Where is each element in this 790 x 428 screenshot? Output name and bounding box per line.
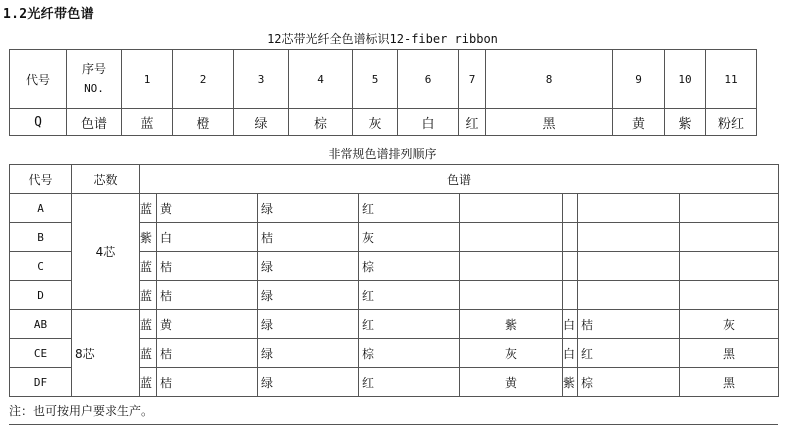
fiber-number: 1	[122, 50, 173, 109]
color-cell: 蓝	[140, 194, 157, 223]
color-cell	[460, 194, 563, 223]
color-cell: 紫	[563, 368, 578, 397]
row-label: 色谱	[67, 109, 122, 136]
color-cell: 棕	[359, 252, 460, 281]
fiber-number: 2	[173, 50, 234, 109]
section-title: 1.2光纤带色谱	[3, 7, 94, 22]
fiber-number: 4	[289, 50, 353, 109]
color-cell: 棕	[359, 339, 460, 368]
color-cell: 绿	[258, 252, 359, 281]
row-code: C	[10, 252, 72, 281]
row-code: D	[10, 281, 72, 310]
color-cell	[460, 252, 563, 281]
color-cell: 桔	[157, 252, 258, 281]
color-cell: 紫	[140, 223, 157, 252]
color-cell: 桔	[258, 223, 359, 252]
color-cell: 黄	[157, 310, 258, 339]
fiber-color: 黑	[486, 109, 613, 136]
color-cell: 蓝	[140, 252, 157, 281]
fiber-color: 棕	[289, 109, 353, 136]
color-cell: 灰	[359, 223, 460, 252]
color-cell: 紫	[460, 310, 563, 339]
color-cell: 黄	[460, 368, 563, 397]
seq-header	[67, 50, 122, 109]
row-code: A	[10, 194, 72, 223]
fiber-color: 绿	[234, 109, 289, 136]
color-cell: 白	[157, 223, 258, 252]
fiber-color: 灰	[353, 109, 398, 136]
fiber-number: 7	[459, 50, 486, 109]
color-cell	[460, 281, 563, 310]
color-cell: 红	[578, 339, 680, 368]
color-cell	[578, 194, 680, 223]
color-cell: 桔	[157, 281, 258, 310]
color-cell: 黑	[680, 368, 779, 397]
color-cell: 桔	[157, 339, 258, 368]
table-row	[10, 194, 779, 223]
color-cell	[460, 223, 563, 252]
fiber-color: 粉红	[706, 109, 757, 136]
color-cell: 绿	[258, 281, 359, 310]
code-header: 代号	[10, 50, 67, 109]
row-code: CE	[10, 339, 72, 368]
color-cell	[578, 223, 680, 252]
fiber-color: 红	[459, 109, 486, 136]
fiber-number: 11	[706, 50, 757, 109]
seq-header-line1: 序号	[81, 62, 106, 76]
fiber-number: 3	[234, 50, 289, 109]
code-header: 代号	[10, 165, 72, 194]
color-cell	[563, 281, 578, 310]
color-cell	[680, 223, 779, 252]
color-cell: 灰	[680, 310, 779, 339]
color-cell	[578, 252, 680, 281]
color-cell: 绿	[258, 339, 359, 368]
color-cell: 棕	[578, 368, 680, 397]
table1-header-row	[10, 50, 757, 109]
color-cell: 灰	[460, 339, 563, 368]
colors-header: 色谱	[140, 165, 779, 194]
seq-header-line2: NO.	[84, 82, 104, 95]
color-cell: 蓝	[140, 281, 157, 310]
color-cell: 桔	[157, 368, 258, 397]
code-value: Q	[10, 109, 67, 136]
bottom-divider	[9, 424, 778, 425]
color-cell	[563, 223, 578, 252]
fiber-number: 8	[486, 50, 613, 109]
fiber-color: 黄	[613, 109, 665, 136]
fiber-color: 紫	[665, 109, 706, 136]
fiber-color: 橙	[173, 109, 234, 136]
fiber-color: 白	[398, 109, 459, 136]
color-cell: 白	[563, 310, 578, 339]
table2-header-row	[10, 165, 779, 194]
fiber-number: 6	[398, 50, 459, 109]
color-cell: 黑	[680, 339, 779, 368]
color-cell	[680, 252, 779, 281]
color-cell: 红	[359, 281, 460, 310]
group-4-core: 4芯	[72, 194, 140, 310]
color-cell	[680, 281, 779, 310]
fiber-number: 5	[353, 50, 398, 109]
row-code: B	[10, 223, 72, 252]
table-row	[10, 310, 779, 339]
color-cell	[563, 194, 578, 223]
color-cell: 桔	[578, 310, 680, 339]
row-code: AB	[10, 310, 72, 339]
color-cell: 白	[563, 339, 578, 368]
color-cell	[578, 281, 680, 310]
color-cell: 黄	[157, 194, 258, 223]
count-header: 芯数	[72, 165, 140, 194]
color-cell: 红	[359, 368, 460, 397]
table1-color-row	[10, 109, 757, 136]
fiber-ribbon-color-table	[9, 49, 757, 136]
color-cell: 绿	[258, 368, 359, 397]
color-cell: 红	[359, 194, 460, 223]
table2-caption: 非常规色谱排列顺序	[328, 147, 437, 161]
fiber-color: 蓝	[122, 109, 173, 136]
production-note: 注：也可按用户要求生产。	[9, 404, 154, 418]
group-8-core: 8芯	[72, 310, 140, 397]
fiber-number: 10	[665, 50, 706, 109]
color-cell	[680, 194, 779, 223]
table1-caption: 12芯带光纤全色谱标识12-fiber ribbon	[267, 32, 498, 46]
color-cell: 蓝	[140, 368, 157, 397]
color-cell: 绿	[258, 310, 359, 339]
color-cell	[563, 252, 578, 281]
row-code: DF	[10, 368, 72, 397]
fiber-number: 9	[613, 50, 665, 109]
color-cell: 绿	[258, 194, 359, 223]
color-cell: 红	[359, 310, 460, 339]
color-cell: 蓝	[140, 339, 157, 368]
color-cell: 蓝	[140, 310, 157, 339]
nonstandard-color-table	[9, 164, 779, 397]
